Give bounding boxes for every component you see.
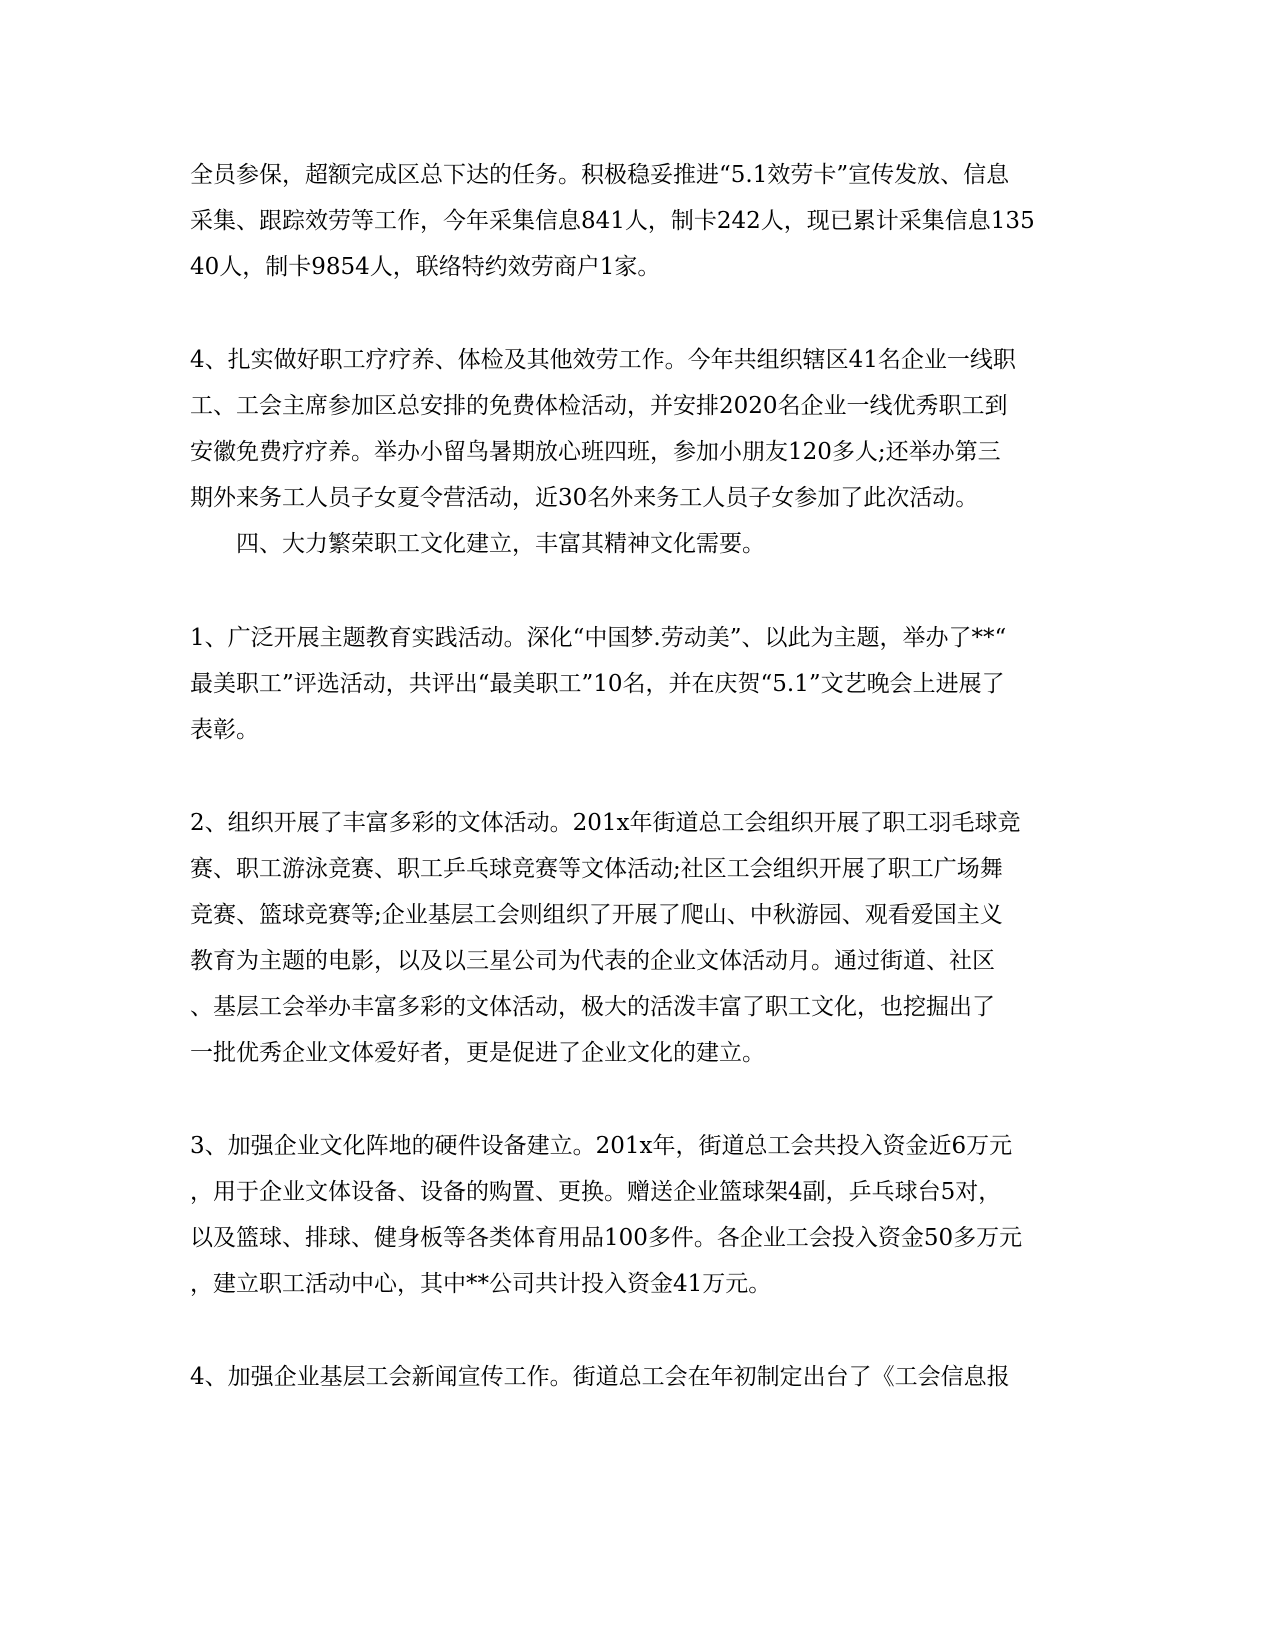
text-line: 工、工会主席参加区总安排的免费体检活动，并安排2020名企业一线优秀职工到 bbox=[190, 393, 1008, 419]
text-line: 1、广泛开展主题教育实践活动。深化“中国梦.劳动美”、以此为主题，举办了**“ bbox=[190, 625, 1007, 651]
text-line: ，建立职工活动中心，其中**公司共计投入资金41万元。 bbox=[190, 1271, 772, 1297]
text-line: 40人，制卡9854人，联络特约效劳商户1家。 bbox=[190, 254, 661, 280]
text-line: ，用于企业文体设备、设备的购置、更换。赠送企业篮球架4副，乒乓球台5对， bbox=[190, 1179, 1002, 1205]
text-line: 以及篮球、排球、健身板等各类体育用品100多件。各企业工会投入资金50多万元 bbox=[190, 1225, 1023, 1251]
text-line: 一批优秀企业文体爱好者，更是促进了企业文化的建立。 bbox=[190, 1040, 765, 1066]
text-line: 表彰。 bbox=[190, 717, 259, 743]
text-line: 教育为主题的电影，以及以三星公司为代表的企业文体活动月。通过街道、社区 bbox=[190, 948, 995, 974]
text-line: 赛、职工游泳竞赛、职工乒乓球竞赛等文体活动;社区工会组织开展了职工广场舞 bbox=[190, 856, 1003, 882]
text-line: 2、组织开展了丰富多彩的文体活动。201x年街道总工会组织开展了职工羽毛球竞 bbox=[190, 810, 1021, 836]
text-line: 4、加强企业基层工会新闻宣传工作。街道总工会在年初制定出台了《工会信息报 bbox=[190, 1364, 1010, 1390]
text-line: 竞赛、篮球竞赛等;企业基层工会则组织了开展了爬山、中秋游园、观看爱国主义 bbox=[190, 902, 1003, 928]
text-line: 3、加强企业文化阵地的硬件设备建立。201x年，街道总工会共投入资金近6万元 bbox=[190, 1133, 1013, 1159]
text-line: 最美职工”评选活动，共评出“最美职工”10名，并在庆贺“5.1”文艺晚会上进展了 bbox=[190, 671, 1005, 697]
text-line: 、基层工会举办丰富多彩的文体活动，极大的活泼丰富了职工文化，也挖掘出了 bbox=[190, 994, 995, 1020]
text-line: 采集、跟踪效劳等工作，今年采集信息841人，制卡242人，现已累计采集信息135 bbox=[190, 208, 1035, 234]
text-line: 安徽免费疗疗养。举办小留鸟暑期放心班四班，参加小朋友120多人;还举办第三 bbox=[190, 439, 1001, 465]
section-heading: 四、大力繁荣职工文化建立，丰富其精神文化需要。 bbox=[236, 531, 765, 557]
text-line: 全员参保，超额完成区总下达的任务。积极稳妥推进“5.1效劳卡”宣传发放、信息 bbox=[190, 162, 1010, 188]
text-line: 4、扎实做好职工疗疗养、体检及其他效劳工作。今年共组织辖区41名企业一线职 bbox=[190, 347, 1016, 373]
text-line: 期外来务工人员子女夏令营活动，近30名外来务工人员子女参加了此次活动。 bbox=[190, 485, 979, 511]
